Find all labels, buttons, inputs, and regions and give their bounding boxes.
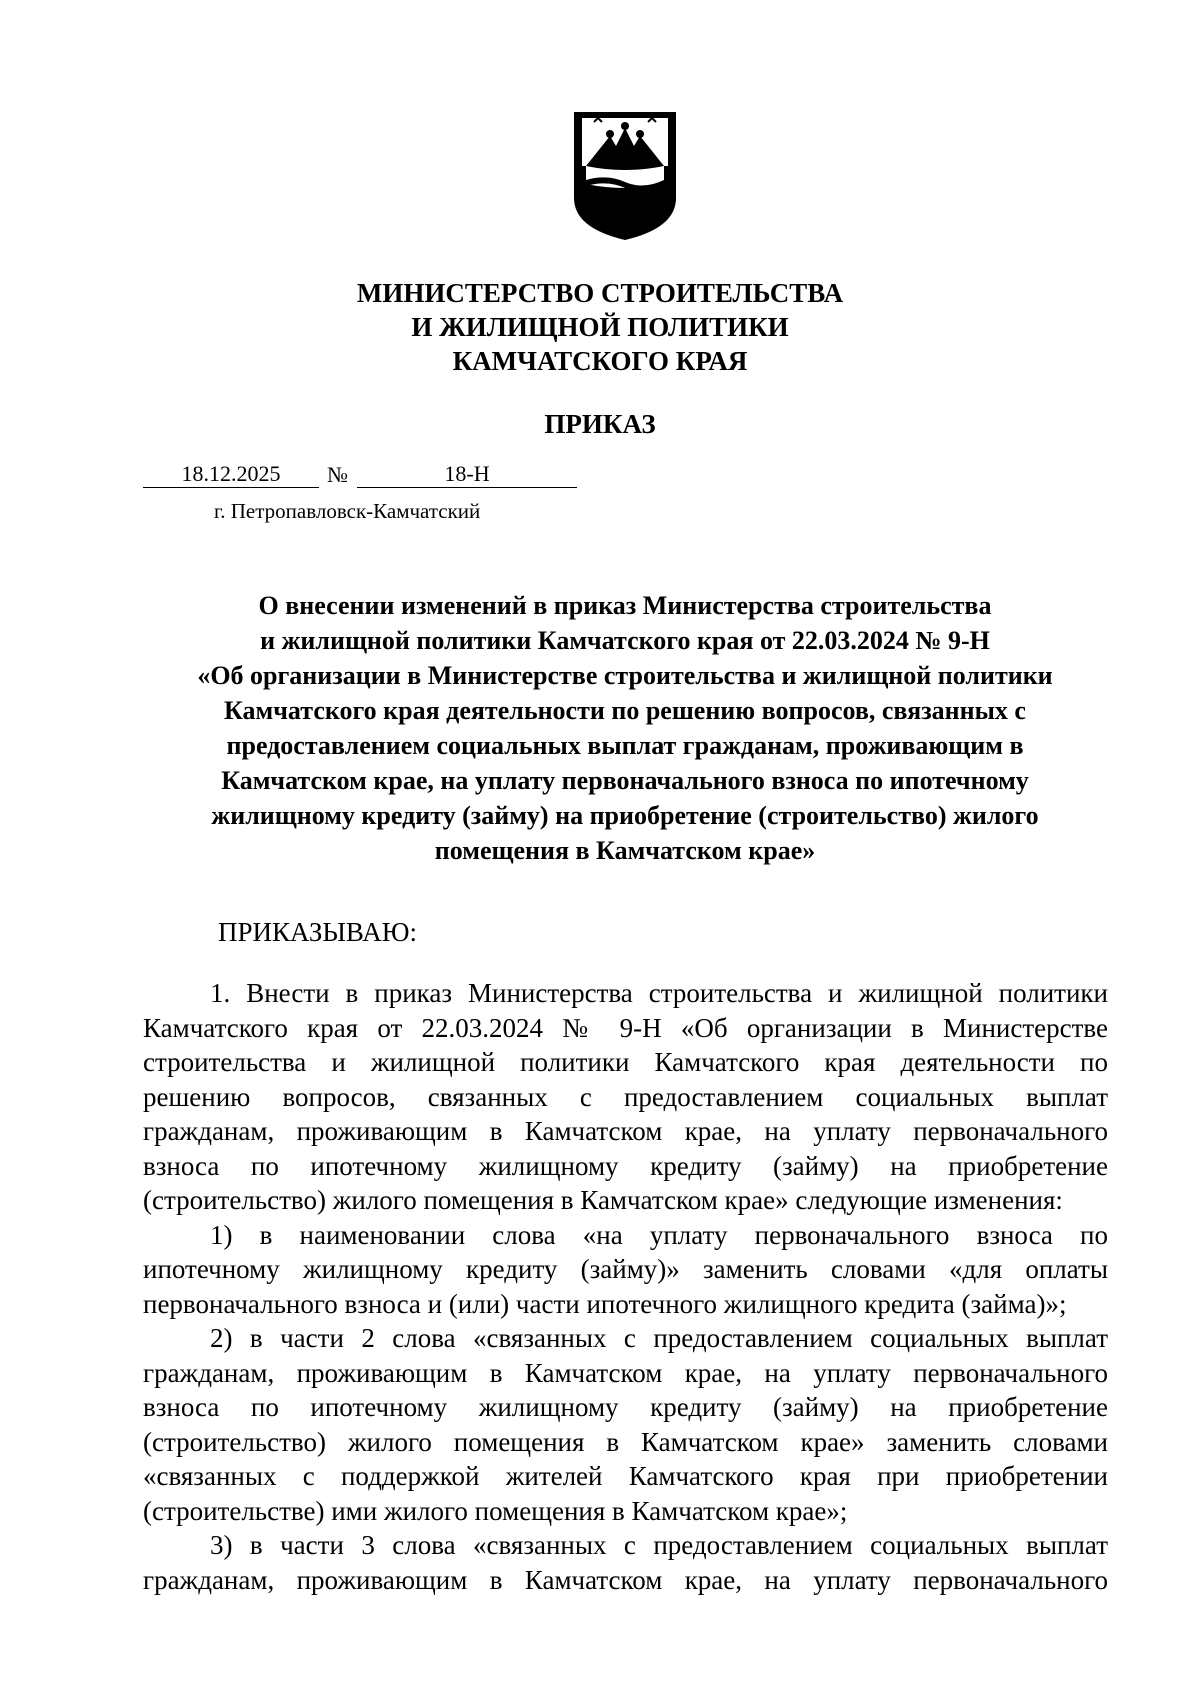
body-line: решению вопросов, связанных с предоставлением социальных выплат: [143, 1081, 1108, 1112]
subject-line: Камчатского края деятельности по решению вопросов, связанных с: [224, 696, 1026, 725]
subject-line: помещения в Камчатском крае»: [434, 836, 816, 865]
ministry-line: МИНИСТЕРСТВО СТРОИТЕЛЬСТВА: [356, 278, 844, 308]
subject-line: Камчатском крае, на уплату первоначального взноса по ипотечному: [221, 766, 1029, 795]
number-field: 18-Н: [357, 461, 577, 488]
subject-line: «Об организации в Министерстве строительства и жилищной политики: [197, 661, 1053, 690]
decree-word: ПРИКАЗЫВАЮ:: [218, 917, 417, 947]
ministry-name: [0, 276, 1200, 378]
body-line: 1) в наименовании слова «на уплату первоначального взноса по: [210, 1219, 1108, 1250]
body-line: взноса по ипотечному жилищному кредиту (займу) на приобретение: [143, 1392, 1108, 1422]
ministry-line: КАМЧАТСКОГО КРАЯ: [452, 346, 748, 376]
subject-line: жилищному кредиту (займу) на приобретение (строительство) жилого: [211, 801, 1039, 830]
order-body: [143, 976, 1108, 1597]
body-line: «связанных с поддержкой жителей Камчатского края при приобретении: [143, 1461, 1108, 1491]
body-line: 3) в части 3 слова «связанных с предоставлением социальных выплат: [210, 1530, 1108, 1560]
subject-line: предоставлением социальных выплат гражданам, проживающим в: [226, 731, 1024, 760]
body-line: гражданам, проживающим в Камчатском крае, на уплату первоначального: [143, 1564, 1108, 1595]
body-line: гражданам, проживающим в Камчатском крае, на уплату первоначального: [143, 1116, 1108, 1146]
body-line: ипотечному жилищному кредиту (займу)» заменить словами «для оплаты: [143, 1254, 1108, 1284]
date-field: 18.12.2025: [143, 461, 319, 488]
city: г. Петропавловск-Камчатский: [214, 499, 481, 523]
ministry-line: И ЖИЛИЩНОЙ ПОЛИТИКИ: [411, 312, 789, 342]
requisites-line: [0, 462, 1200, 490]
subject-line: О внесении изменений в приказ Министерства строительства: [258, 591, 992, 620]
number-sign: №: [327, 462, 348, 487]
order-subject: [150, 588, 1100, 868]
coat-of-arms-icon: [572, 110, 678, 242]
body-line: гражданам, проживающим в Камчатском крае, на уплату первоначального: [143, 1357, 1108, 1388]
document-type: ПРИКАЗ: [544, 409, 656, 439]
body-line: (строительство) жилого помещения в Камчатском крае» следующие изменения:: [143, 1185, 1063, 1215]
body-line: взноса по ипотечному жилищному кредиту (займу) на приобретение: [143, 1150, 1108, 1181]
body-line: первоначального взноса и (или) части ипотечного жилищного кредита (займа)»;: [143, 1288, 1067, 1319]
body-line: (строительстве) ими жилого помещения в Камчатском крае»;: [143, 1495, 848, 1526]
body-line: Камчатского края от 22.03.2024 № 9-Н «Об организации в Министерстве: [143, 1012, 1108, 1043]
body-line: строительства и жилищной политики Камчатского края деятельности по: [143, 1047, 1108, 1077]
body-line: 1. Внести в приказ Министерства строительства и жилищной политики: [210, 978, 1108, 1008]
body-line: 2) в части 2 слова «связанных с предоставлением социальных выплат: [210, 1323, 1108, 1353]
subject-line: и жилищной политики Камчатского края от 22.03.2024 № 9-Н: [260, 626, 990, 655]
body-line: (строительство) жилого помещения в Камчатском крае» заменить словами: [143, 1426, 1108, 1457]
